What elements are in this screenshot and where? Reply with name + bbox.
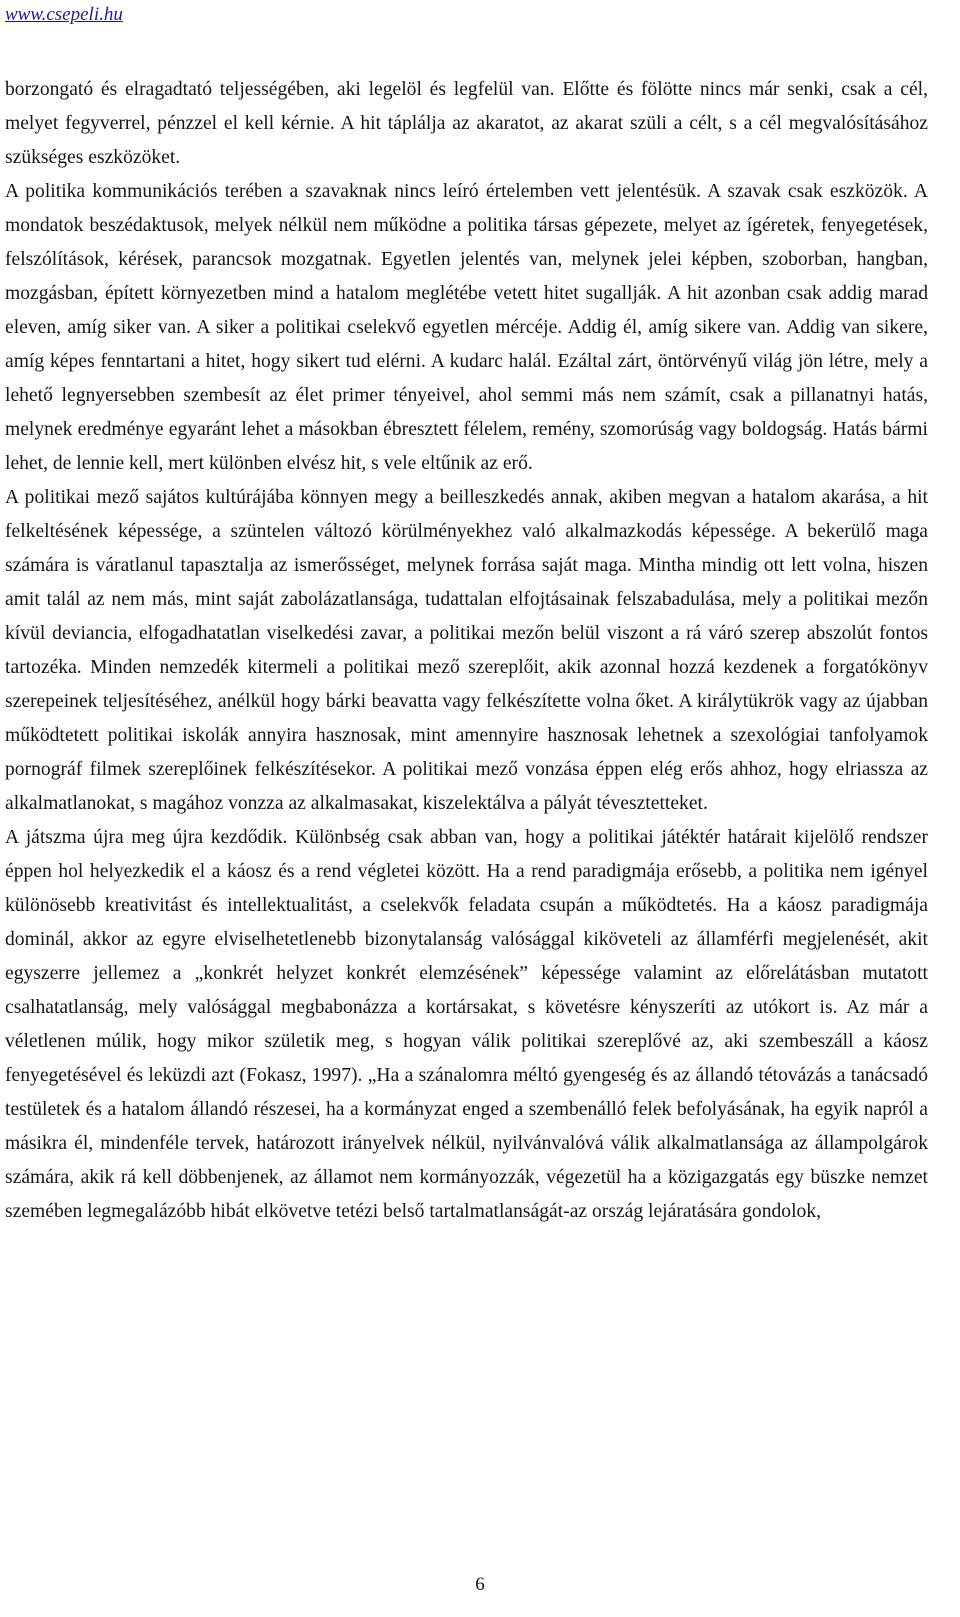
paragraph-4: A játszma újra meg újra kezdődik. Különbség csak abban van, hogy a politikai játéktér határait kijelölő rendszer éppen hol helyezkedik el a káosz és a rend végletei között. Ha a rend paradigmája erősebb, a politika nem igényel különösebb kreativitást és intellektualitást, a cselekvők feladata csupán a működtetés. Ha a káosz paradigmája dominál, akkor az egyre elviselhetetlenebb bizonytalanság valósággal kiköveteli az államférfi megjelenését, akit egyszerre jellemez a „konkrét helyzet konkrét elemzésének” képessége valamint az előrelátásban mutatott csalhatatlanság, mely valósággal megbabonázza a kortársakat, s követésre kényszeríti az utókort is. Az már a véletlenen múlik, hogy mikor születik meg, s hogyan válik politikai szereplővé az, aki szembeszáll a káosz fenyegetésével és leküzdi azt (Fokasz, 1997). „Ha a szánalomra méltó gyengeség és az állandó tétovázás a tanácsadó testületek és a hatalom állandó részesei, ha a kormányzat enged a szembenálló felek befolyásának, ha egyik napról a másikra él, mindenféle tervek, határozott irányelvek nélkül, nyilvánvalóvá válik alkalmatlansága az állampolgárok számára, akik rá kell döbbenjenek, az államot nem kormányozzák, végezetül ha a közigazgatás egy büszke nemzet szemében legmegalázóbb hibát elkövetve tetézi belső tartalmatlanságát-az ország lejáratására gondolok, <box>5 827 928 1222</box>
paragraph-3: A politikai mező sajátos kultúrájába könnyen megy a beilleszkedés annak, akiben megvan a hatalom akarása, a hit felkeltésének képessége, a szüntelen változó körülményekhez való alkalmazkodás képessége. A bekerülő maga számára is váratlanul tapasztalja az ismerősséget, melynek forrása saját maga. Mintha mindig ott lett volna, hiszen amit talál az nem más, mint saját zabolázatlansága, tudattalan elfojtásainak felszabadulása, mely a politikai mezőn kívül deviancia, elfogadhatatlan viselkedési zavar, a politikai mezőn belül viszont a rá váró szerep abszolút fontos tartozéka. Minden nemzedék kitermeli a politikai mező szereplőit, akik azonnal hozzá kezdenek a forgatókönyv szerepeinek teljesítéséhez, anélkül hogy bárki beavatta vagy felkészítette volna őket. A királytükrök vagy az újabban működtetett politikai iskolák annyira hasznosak, mint amennyire hasznosak lehetnek a szexológiai tanfolyamok pornográf filmek szereplőinek felkészítésekor. A politikai mező vonzása éppen elég erős ahhoz, hogy elriassza az alkalmatlanokat, s magához vonzza az alkalmasakat, kiszelektálva a pályát tévesztetteket. <box>5 487 928 814</box>
page-number: 6 <box>475 1574 485 1595</box>
body-text <box>5 73 928 1229</box>
paragraph-1: borzongató és elragadtató teljességében, aki legelöl és legfelül van. Előtte és fölötte nincs már senki, csak a cél, melyet fegyverrel, pénzzel el kell kérnie. A hit táplálja az akaratot, az akarat szüli a célt, s a cél megvalósításához szükséges eszközöket. <box>5 79 928 168</box>
header-website-link[interactable]: www.csepeli.hu <box>5 4 123 25</box>
paragraph-2: A politika kommunikációs terében a szavaknak nincs leíró értelemben vett jelentésük. A szavak csak eszközök. A mondatok beszédaktusok, melyek nélkül nem működne a politika társas gépezete, melyet az ígéretek, fenyegetések, felszólítások, kérések, parancsok mozgatnak. Egyetlen jelentés van, melynek jelei képben, szoborban, hangban, mozgásban, épített környezetben mind a hatalom meglétébe vetett hitet sugallják. A hit azonban csak addig marad eleven, amíg siker van. A siker a politikai cselekvő egyetlen mércéje. Addig él, amíg sikere van. Addig van sikere, amíg képes fenntartani a hitet, hogy sikert tud elérni. A kudarc halál. Ezáltal zárt, öntörvényű világ jön létre, mely a lehető legnyersebben szembesít az élet primer tényeivel, ahol semmi más nem számít, csak a pillanatnyi hatás, melynek eredménye egyaránt lehet a másokban ébresztett félelem, remény, szomorúság vagy boldogság. Hatás bármi lehet, de lennie kell, mert különben elvész hit, s vele eltűnik az erő. <box>5 181 928 474</box>
